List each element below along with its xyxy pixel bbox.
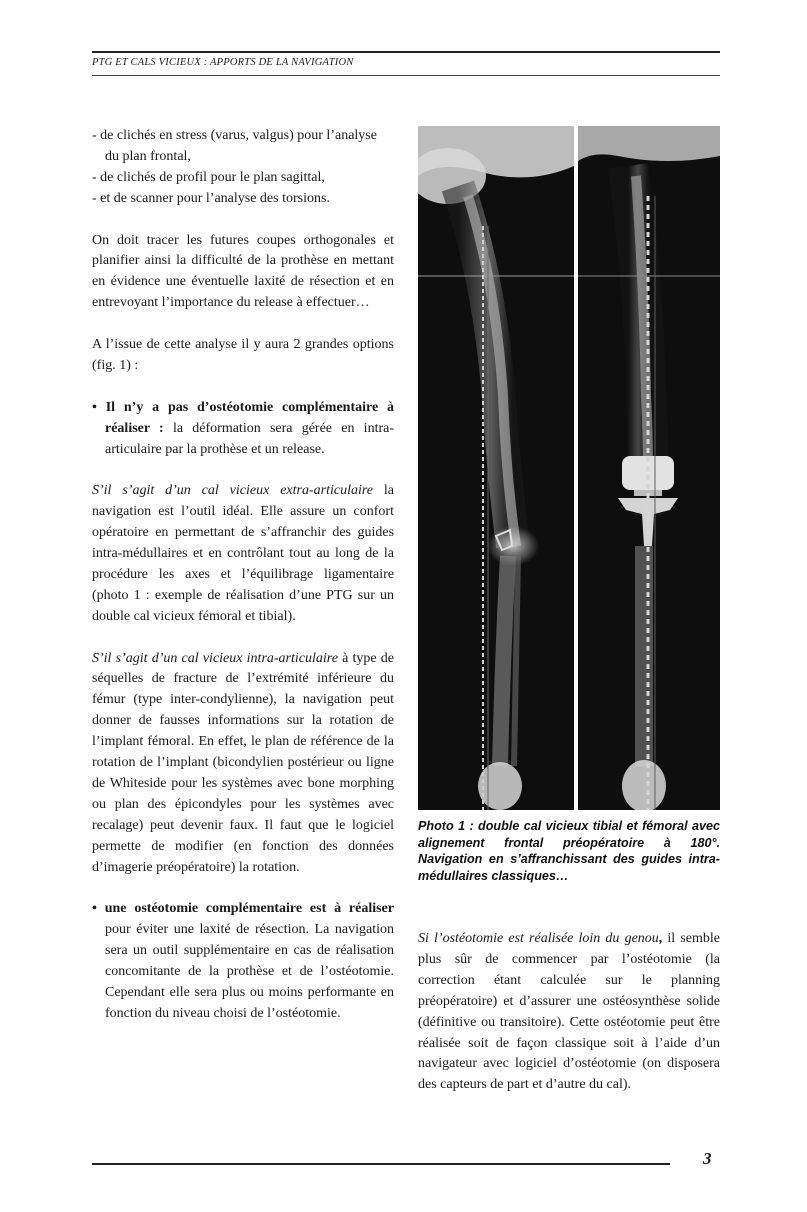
left-column	[92, 126, 394, 1025]
photo-caption: Photo 1 : double cal vicieux tibial et fémoral avec alignement frontal préopératoire à 180°. Navigation en s’affranchissant des guides intra-médullaires classiques…	[418, 819, 720, 884]
xray-photo	[418, 126, 720, 810]
paragraph-planning: On doit tracer les futures coupes orthogonales et planifier ainsi la difficulté de la prothèse en mettant en évidence une éventuelle laxité de résection et en entrevoyant l’importance du release à effectuer…	[92, 232, 394, 311]
right-column	[418, 929, 720, 1096]
list-item: - de clichés de profil pour le plan sagittal,	[92, 169, 325, 185]
paragraph-text: la navigation est l’outil idéal. Elle assure un confort opératoire en permettant de s’affranchir des guides intra-médullaires et en contrôlant tout au long de la procédure les axes et l’équilibrage ligamentaire (photo 1 : exemple de réalisation d’une PTG sur un double cal vicieux fémoral et tibial).	[92, 483, 394, 624]
italic-lead: S’il s’agit d’un cal vicieux extra-articulaire	[92, 483, 373, 499]
bullet-no-osteotomy	[92, 398, 394, 461]
bullet-heading: • une ostéotomie complémentaire est à réaliser	[92, 901, 394, 917]
paragraph-extra-articular	[92, 481, 394, 627]
bullet-text: pour éviter une laxité de résection. La navigation sera un outil supplémentaire en cas de réalisation concomitante de la prothèse et de l’ostéotomie. Cependant elle sera plus ou moins performante en fonction du niveau choisi de l’ostéotomie.	[105, 922, 394, 1021]
xray-postoperative	[578, 126, 720, 810]
header-rule-bottom	[92, 75, 720, 76]
paragraph-options: A l’issue de cette analyse il y aura 2 grandes options (fig. 1) :	[92, 337, 394, 373]
bold-comma: ,	[658, 931, 663, 946]
running-title: PTG ET CALS VICIEUX : APPORTS DE LA NAVIGATION	[92, 57, 354, 68]
bullet-heading: • Il n’y a pas d’ostéotomie complémentaire à réaliser :	[92, 399, 394, 436]
paragraph-text: à type de séquelles de fracture de l’extrémité inférieure du fémur (type inter-condylienne), la navigation peut donner de fausses informations sur la rotation de l’implant fémoral. En effet, le plan de référence de la rotation de l’implant (bicondylien postérieur ou ligne de Whiteside pour les systèmes avec bone morphing ou plan des épicondyles pour les systèmes avec recalage) peut devenir faux. Il faut que le logiciel permette de modifier (en fonction des données d’imagerie préopératoire) la rotation.	[92, 650, 395, 875]
xray-preoperative	[418, 126, 574, 810]
paragraph-intra-articular	[92, 649, 394, 879]
paragraph-osteotomy-far	[418, 929, 720, 1096]
italic-lead: S’il s’agit d’un cal vicieux intra-articulaire	[92, 650, 338, 666]
bullet-text: la déformation sera gérée en intra-articulaire par la prothèse et un release.	[105, 420, 394, 457]
italic-lead: Si l’ostéotomie est réalisée loin du genou	[418, 931, 659, 946]
header-rule-top	[92, 51, 720, 53]
paragraph-text: il semble plus sûr de commencer par l’ostéotomie (la correction étant calculée sur le planning préopératoire) et d’assurer une ostéosynthèse solide (définitive ou transitoire). Cette ostéotomie peut être réalisée soit de façon classique soit à l’aide d’un navigateur avec logiciel d’ostéotomie (on disposera des capteurs de part et d’autre du cal).	[418, 931, 720, 1093]
footer-rule	[92, 1163, 670, 1165]
list-item: - de clichés en stress (varus, valgus) pour l’analyse du plan frontal,	[92, 128, 377, 164]
page-number: 3	[703, 1149, 712, 1168]
list-item: - et de scanner pour l’analyse des torsions.	[92, 190, 330, 206]
bullet-osteotomy	[92, 899, 394, 1024]
